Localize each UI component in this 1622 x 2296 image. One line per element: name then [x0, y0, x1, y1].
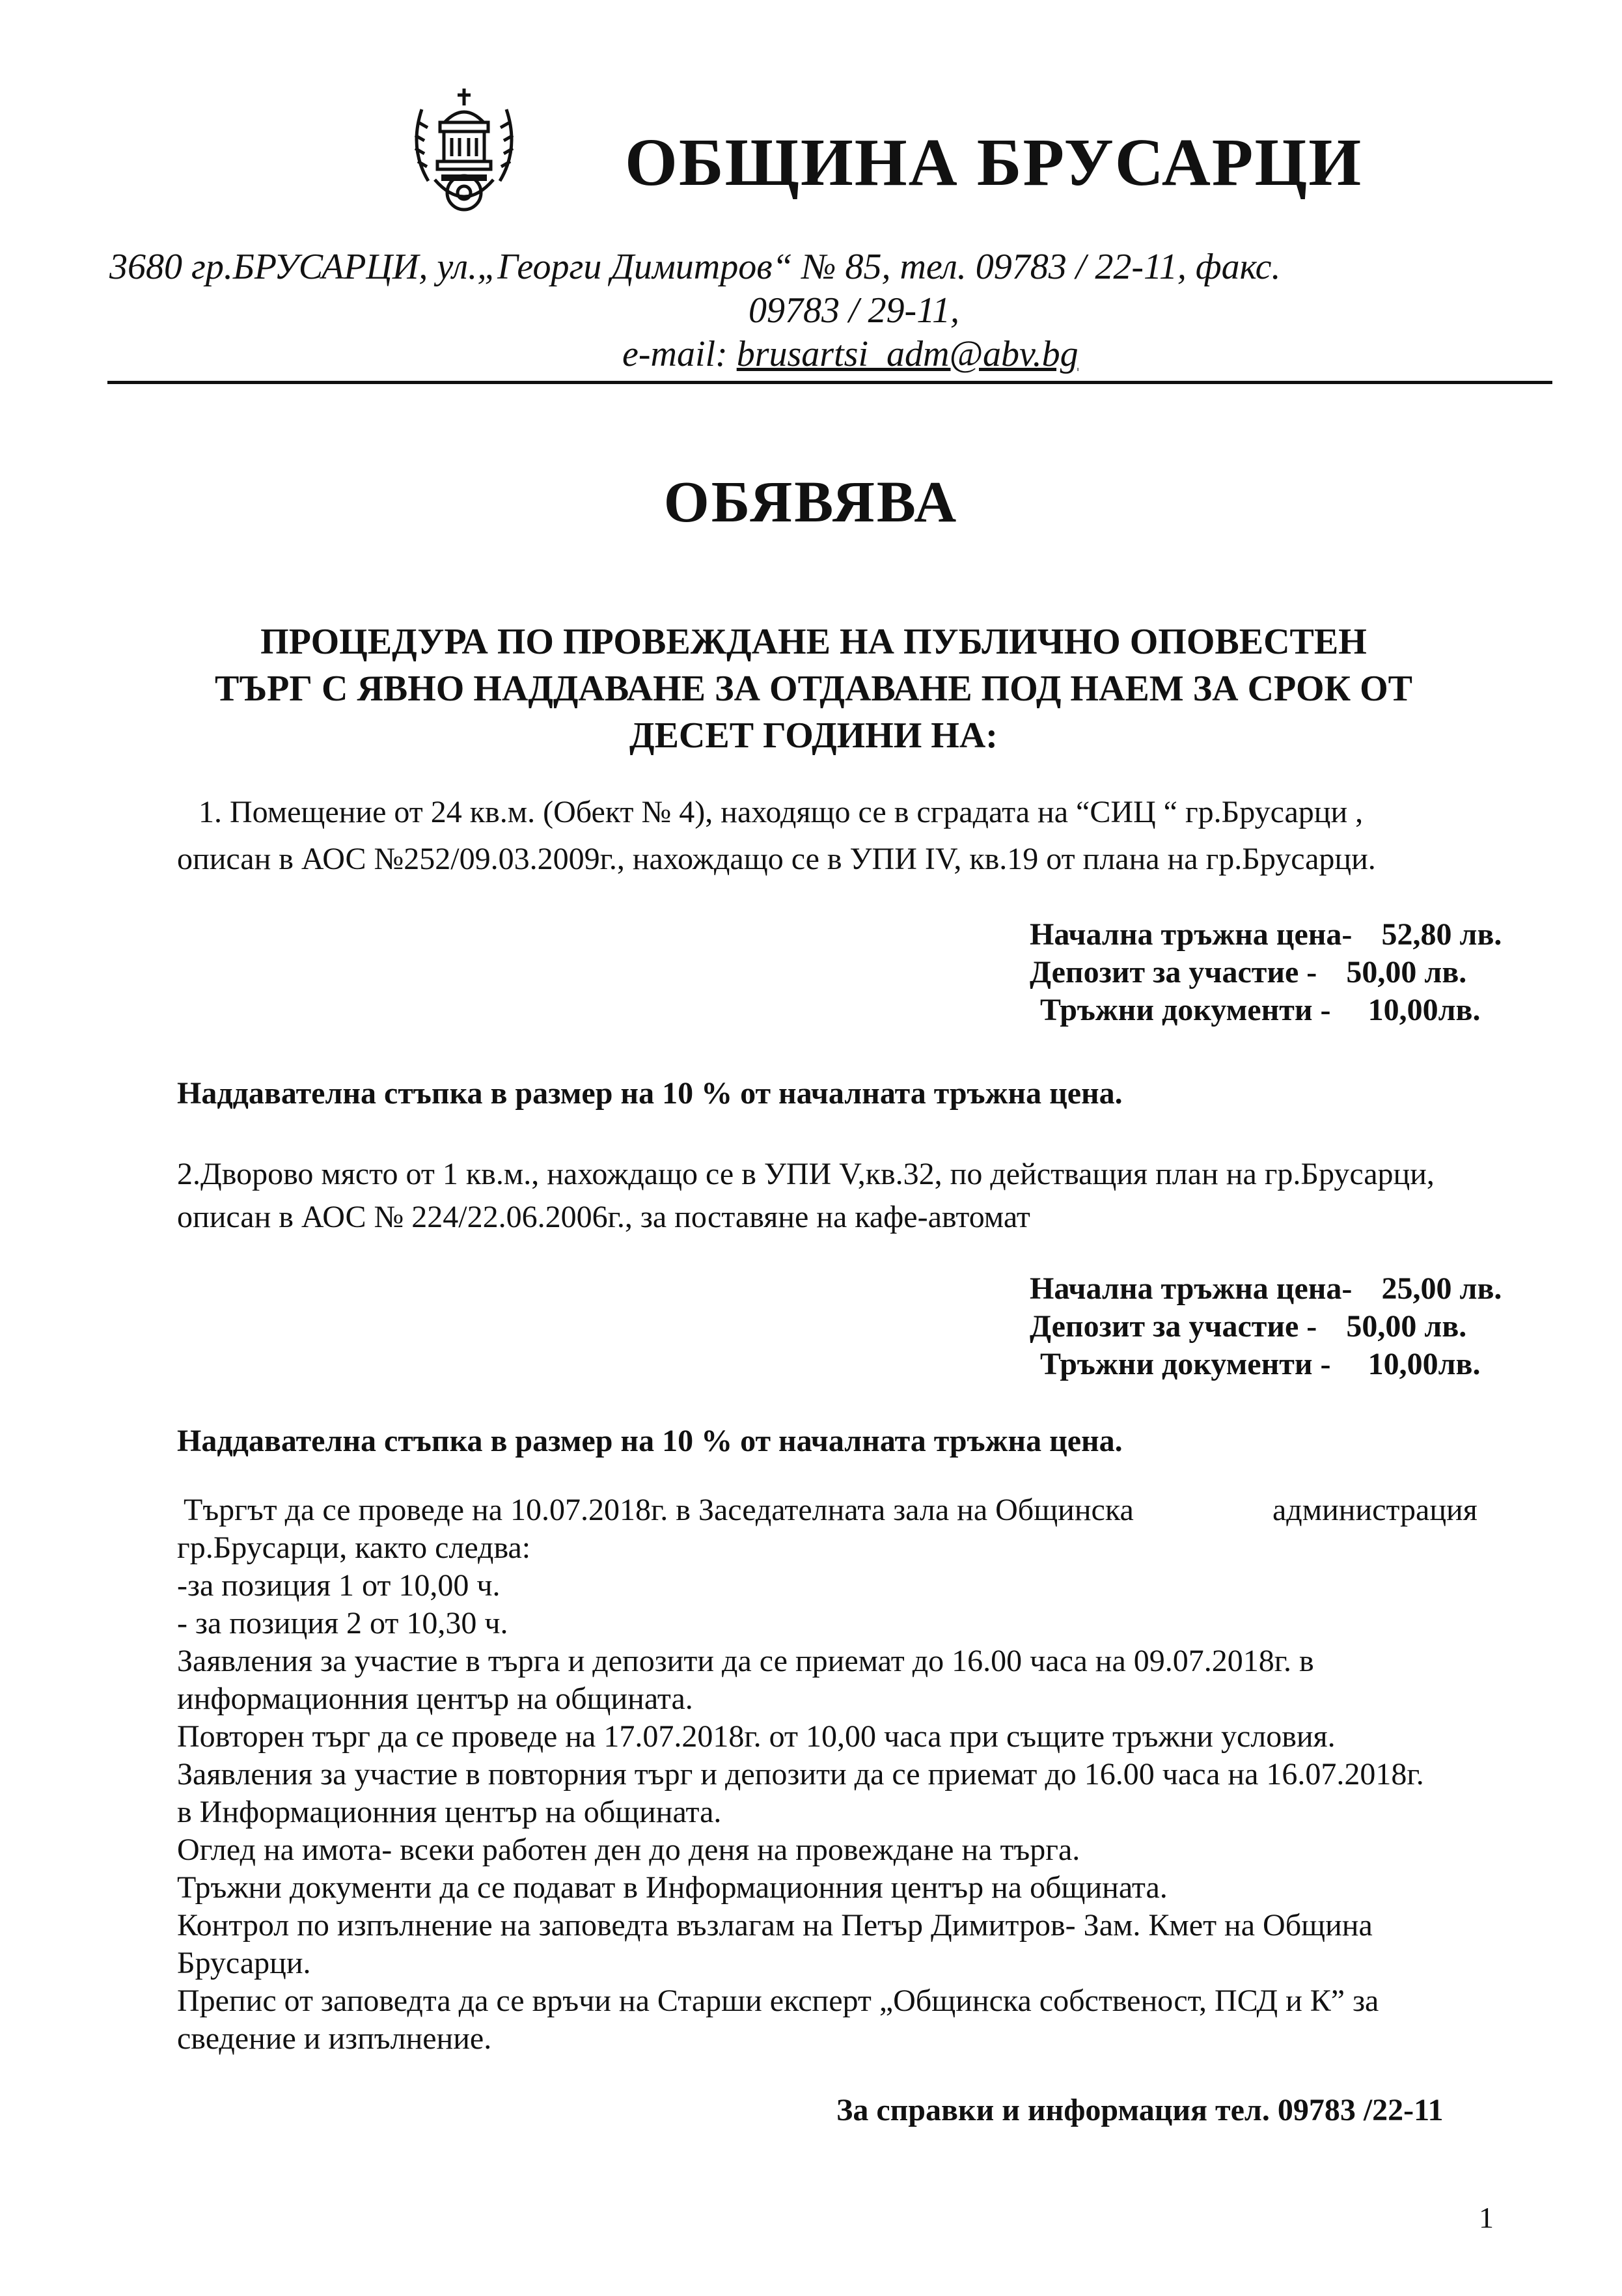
body-line: Заявления за участие в повторния търг и депозити да се приемат до 16.00 часа на 16.07.2018г. — [177, 1757, 1424, 1791]
item1-description: 1. Помещение от 24 кв.м. (Обект № 4), находящо се в сградата на “СИЦ “ гр.Брусарци , — [199, 795, 1364, 829]
item1-documents — [1040, 992, 1480, 1028]
procedure-heading — [163, 618, 1464, 759]
auction-date-text-end: администрация — [1272, 1493, 1478, 1527]
email-label: e-mail: — [622, 334, 728, 374]
price-value: 25,00 лв. — [1381, 1271, 1502, 1306]
item2-bid-step: Наддавателна стъпка в размер на 10 % от началната тръжна цена. — [177, 1424, 1123, 1458]
email-line — [622, 333, 1079, 375]
page-number: 1 — [1479, 2201, 1494, 2234]
price-value: 50,00 лв. — [1346, 955, 1467, 989]
price-value: 10,00лв. — [1368, 1347, 1481, 1381]
item2-description: 2.Дворово място от 1 кв.м., нахождащо се в УПИ V,кв.32, по действащия план на гр.Брусарци, — [177, 1157, 1435, 1191]
item2-description: описан в АОС № 224/22.06.2006г., за поставяне на кафе-автомат — [177, 1200, 1030, 1234]
item1-description: описан в АОС №252/09.03.2009г., нахождащо се в УПИ IV, кв.19 от плана на гр.Брусарци. — [177, 842, 1376, 876]
municipality-emblem-logo — [396, 83, 532, 220]
body-line: сведение и изпълнение. — [177, 2021, 492, 2056]
body-line: в Информационния център на общината. — [177, 1795, 722, 1829]
item2-documents — [1040, 1346, 1480, 1382]
header-divider — [107, 381, 1552, 384]
body-line: Повторен търг да се проведе на 17.07.2018г. от 10,00 часа при същите тръжни условия. — [177, 1719, 1336, 1754]
price-label: Тръжни документи - — [1040, 993, 1331, 1027]
price-value: 52,80 лв. — [1381, 917, 1502, 952]
body-line: Оглед на имота- всеки работен ден до деня на провеждане на търга. — [177, 1833, 1080, 1867]
procedure-line: ТЪРГ С ЯВНО НАДДАВАНЕ ЗА ОТДАВАНЕ ПОД НАЕМ ЗА СРОК ОТ — [214, 669, 1413, 709]
item1-deposit — [1030, 954, 1466, 990]
body-line: Тръжни документи да се подават в Информационния център на общината. — [177, 1870, 1168, 1905]
procedure-line: ДЕСЕТ ГОДИНИ НА: — [629, 715, 998, 756]
municipality-name: ОБЩИНА БРУСАРЦИ — [625, 125, 1363, 200]
price-label: Депозит за участие - — [1030, 955, 1317, 989]
auction-date-text: Търгът да се проведе на 10.07.2018г. в Заседателната зала на Общинска — [184, 1493, 1134, 1527]
item1-start-price — [1030, 917, 1502, 952]
body-line: Заявления за участие в търга и депозити да се приемат до 16.00 часа на 09.07.2018г. в — [177, 1644, 1314, 1678]
price-label: Начална тръжна цена- — [1030, 1271, 1353, 1306]
body-line: Брусарци. — [177, 1946, 311, 1980]
price-label: Депозит за участие - — [1030, 1309, 1317, 1344]
email-link[interactable]: brusartsi_adm@abv.bg — [736, 334, 1079, 374]
body-line: Препис от заповедта да се връчи на Старши експерт „Общинска собственост, ПСД и К” за — [177, 1984, 1379, 2018]
contact-info: За справки и информация тел. 09783 /22-11 — [836, 2093, 1444, 2127]
body-line: Контрол по изпълнение на заповедта възлагам на Петър Димитров- Зам. Кмет на Община — [177, 1908, 1373, 1943]
price-label: Тръжни документи - — [1040, 1347, 1331, 1381]
body-line: информационния център на общината. — [177, 1681, 693, 1716]
item1-bid-step: Наддавателна стъпка в размер на 10 % от началната тръжна цена. — [177, 1076, 1123, 1111]
price-value: 10,00лв. — [1368, 993, 1481, 1027]
body-line: гр.Брусарци, както следва: — [177, 1530, 531, 1565]
document-title: ОБЯВЯВА — [663, 470, 959, 534]
item2-start-price — [1030, 1271, 1502, 1307]
procedure-line: ПРОЦЕДУРА ПО ПРОВЕЖДАНЕ НА ПУБЛИЧНО ОПОВЕСТЕН — [260, 622, 1367, 662]
price-value: 50,00 лв. — [1346, 1309, 1467, 1344]
body-line: -за позиция 1 от 10,00 ч. — [177, 1568, 501, 1603]
item2-deposit — [1030, 1308, 1466, 1344]
price-label: Начална тръжна цена- — [1030, 917, 1353, 952]
body-line: - за позиция 2 от 10,30 ч. — [177, 1606, 508, 1640]
fax-line: 09783 / 29-11, — [749, 290, 960, 331]
address-line: 3680 гр.БРУСАРЦИ, ул.„Георги Димитров“ № 85, тел. 09783 / 22-11, факс. — [109, 247, 1281, 287]
